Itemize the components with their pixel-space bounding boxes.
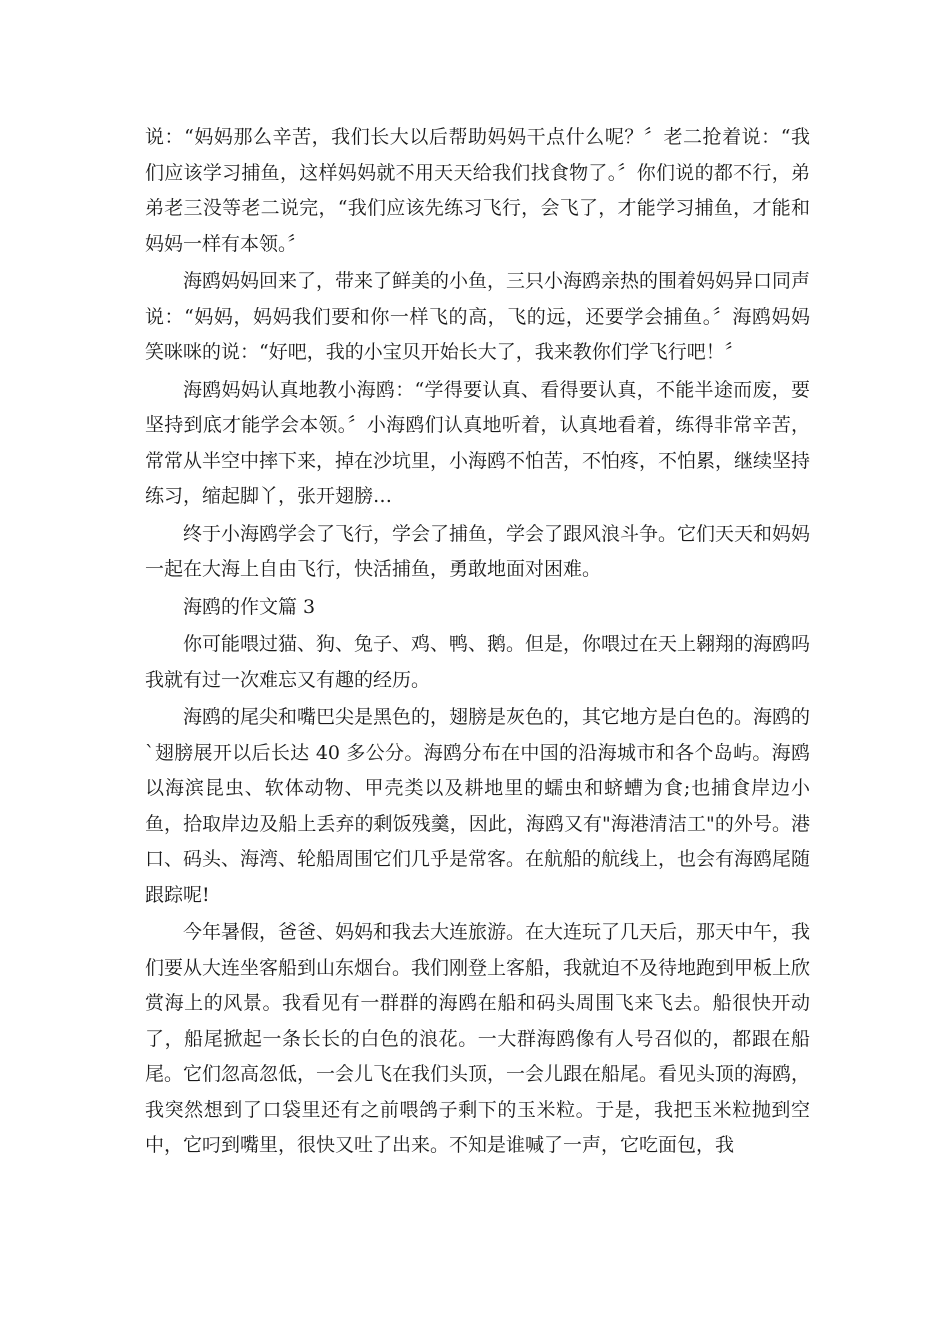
paragraph-4: 终于小海鸥学会了飞行，学会了捕鱼，学会了跟风浪斗争。它们天天和妈妈一起在大海上自由飞行，快活捕鱼，勇敢地面对困难。 [145, 522, 811, 580]
section-heading: 海鸥的作文篇 3 [183, 595, 316, 618]
paragraph-3: 海鸥妈妈认真地教小海鸥：“学得要认真、看得要认真，不能半途而废，要坚持到底才能学会本领。〞小海鸥们认真地听着，认真地看着，练得非常辛苦，常常从半空中摔下来，掉在沙坑里，小海鸥不怕苦，不怕疼，不怕累，继续坚持练习，缩起脚丫，张开翅膀… [145, 378, 811, 507]
paragraph-7: 今年暑假，爸爸、妈妈和我去大连旅游。在大连玩了几天后，那天中午，我们要从大连坐客船到山东烟台。我们刚登上客船，我就迫不及待地跑到甲板上欣赏海上的风景。我看见有一群群的海鸥在船和码头周围飞来飞去。船很快开动了，船尾掀起一条长长的白色的浪花。一大群海鸥像有人号召似的，都跟在船尾。它们忽高忽低，一会儿飞在我们头顶，一会儿跟在船尾。看见头顶的海鸥，我突然想到了口袋里还有之前喂鸽子剩下的玉米粒。于是，我把玉米粒抛到空中，它叼到嘴里，很快又吐了出来。不知是谁喊了一声，它吃面包，我 [145, 921, 811, 1156]
paragraph-2: 海鸥妈妈回来了，带来了鲜美的小鱼，三只小海鸥亲热的围着妈妈异口同声说：“妈妈，妈妈我们要和你一样飞的高，飞的远，还要学会捕鱼。〞海鸥妈妈笑咪咪的说：“好吧，我的小宝贝开始长大了，我来教你们学飞行吧！〞 [145, 270, 811, 363]
document-page [145, 120, 810, 1166]
paragraph-6: 海鸥的尾尖和嘴巴尖是黑色的，翅膀是灰色的，其它地方是白色的。海鸥的`翅膀展开以后长达 40 多公分。海鸥分布在中国的沿海城市和各个岛屿。海鸥以海滨昆虫、软体动物、甲壳类以及耕地里的蠕虫和蛴螬为食;也捕食岸边小鱼，拾取岸边及船上丢弃的剩饭残羹，因此，海鸥又有"海港清洁工"的外号。港口、码头、海湾、轮船周围它们几乎是常客。在航船的航线上，也会有海鸥尾随跟踪呢! [145, 706, 811, 906]
paragraph-1: 说：“妈妈那么辛苦，我们长大以后帮助妈妈干点什么呢？〞老二抢着说：“我们应该学习捕鱼，这样妈妈就不用天天给我们找食物了。〞你们说的都不行，弟弟老三没等老二说完，“我们应该先练习飞行，会飞了，才能学习捕鱼，才能和妈妈一样有本领。〞 [145, 126, 810, 255]
paragraph-5: 你可能喂过猫、狗、兔子、鸡、鸭、鹅。但是，你喂过在天上翱翔的海鸥吗我就有过一次难忘又有趣的经历。 [145, 633, 811, 691]
